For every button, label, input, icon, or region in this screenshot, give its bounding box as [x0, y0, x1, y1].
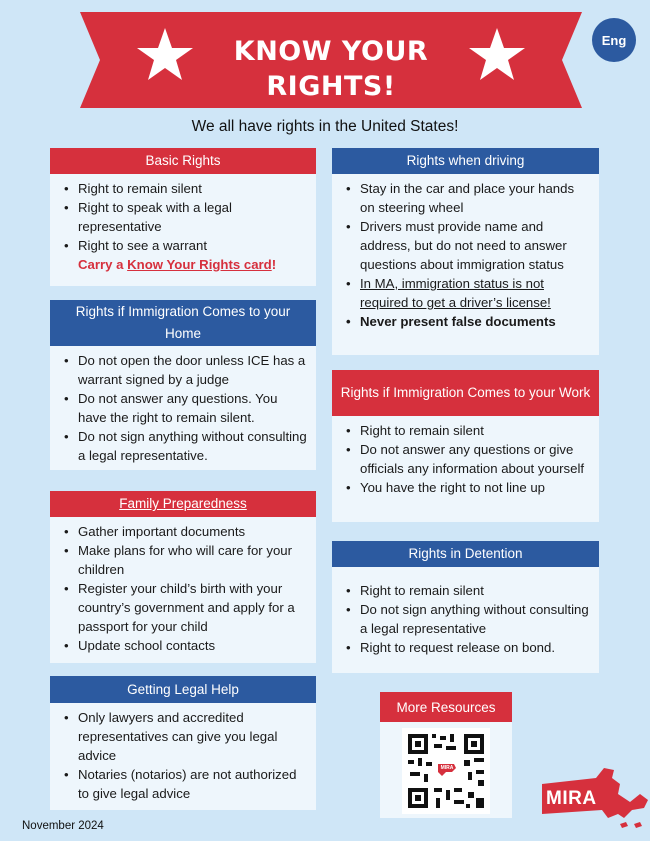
page-subtitle: We all have rights in the United States! [191, 118, 459, 135]
work-heading: Rights if Immigration Comes to your Work [332, 370, 599, 416]
list-item: • Do not open the door unless ICE has a warrant signed by a judge [64, 351, 308, 389]
list-item: • Register your child’s birth with your country’s government and apply for a passport for your child [64, 579, 308, 636]
list-item: • Make plans for who will care for your children [64, 541, 308, 579]
legal-help-card [50, 676, 316, 810]
list-item: • Right to see a warrant [64, 236, 308, 255]
logo-text: MIRA [546, 788, 597, 809]
list-item: • You have the right to not line up [346, 478, 591, 497]
family-list [50, 517, 316, 660]
list-item: • Stay in the car and place your hands on steering wheel [346, 179, 591, 217]
title-line-2: RIGHTS! [266, 71, 396, 102]
legal-help-heading: Getting Legal Help [50, 676, 316, 703]
list-item: • Drivers must provide name and address, but do not need to answer questions about immigration status [346, 217, 591, 274]
list-item: • Do not answer any questions or give officials any information about yourself [346, 440, 591, 478]
list-item: • Right to remain silent [346, 581, 591, 600]
list-item: • Only lawyers and accredited representatives can give you legal advice [64, 708, 308, 765]
home-card [50, 300, 316, 470]
list-item: • Update school contacts [64, 636, 308, 655]
driving-heading: Rights when driving [332, 148, 599, 174]
list-item: • Right to request release on bond. [346, 638, 591, 657]
driving-card [332, 148, 599, 355]
list-item: • Do not sign anything without consulting a legal representative. [64, 427, 308, 465]
work-list [332, 416, 599, 502]
language-badge[interactable]: Eng [592, 18, 636, 62]
footer-date: November 2024 [22, 820, 104, 832]
basic-rights-heading: Basic Rights [50, 148, 316, 174]
mira-logo [534, 764, 650, 832]
list-item: • Never present false documents [346, 312, 591, 331]
title-banner [80, 12, 582, 108]
card-note: Carry a Know Your Rights card! [78, 257, 277, 272]
qr-label: MIRA [440, 765, 454, 771]
list-item: • In MA, immigration status is not required to get a driver’s license! [346, 274, 591, 312]
list-item: • Do not answer any questions. You have the right to remain silent. [64, 389, 308, 427]
home-list [50, 346, 316, 470]
family-card [50, 491, 316, 663]
page-title [230, 34, 432, 104]
list-item: • Right to speak with a legal representative [64, 198, 308, 236]
list-item: • Notaries (notarios) are not authorized to give legal advice [64, 765, 308, 803]
detention-heading: Rights in Detention [332, 541, 599, 567]
legal-help-list [50, 703, 316, 808]
list-item: • Gather important documents [64, 522, 308, 541]
detention-card [332, 541, 599, 673]
family-preparedness-link[interactable]: Family Preparedness [119, 496, 247, 511]
home-heading: Rights if Immigration Comes to your Home [50, 300, 316, 346]
list-item: • Do not sign anything without consulting a legal representative [346, 600, 591, 638]
more-resources-card [380, 692, 512, 818]
title-line-1: KNOW YOUR [233, 36, 429, 67]
work-card [332, 370, 599, 522]
list-item: • Right to remain silent [64, 179, 308, 198]
qr-code[interactable] [402, 728, 490, 814]
know-your-rights-card-link[interactable]: Know Your Rights card [127, 257, 272, 272]
family-heading [50, 491, 316, 517]
basic-rights-card [50, 148, 316, 286]
more-resources-heading: More Resources [380, 692, 512, 722]
driving-list [332, 174, 599, 336]
basic-rights-list [50, 174, 316, 279]
list-item: • Right to remain silent [346, 421, 591, 440]
detention-list [332, 567, 599, 662]
